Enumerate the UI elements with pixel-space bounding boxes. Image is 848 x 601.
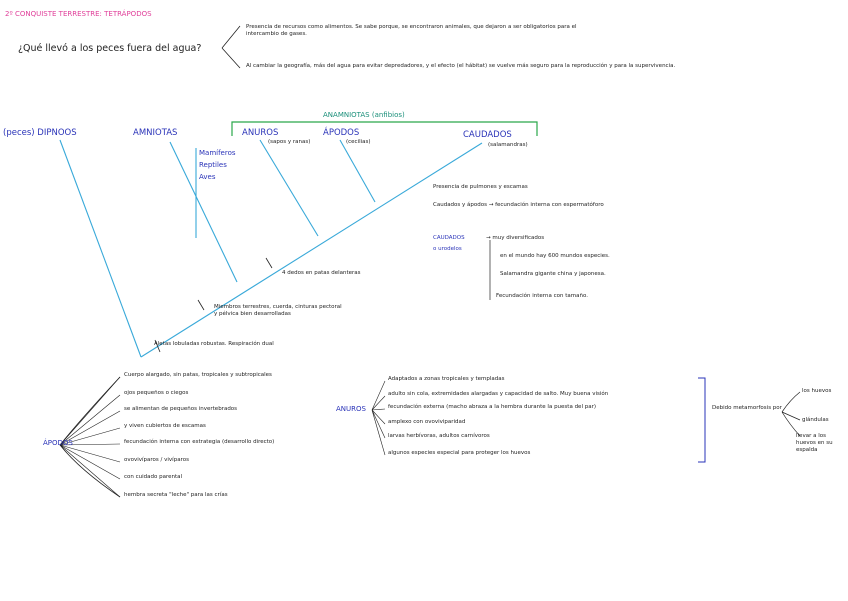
- bracket-label: Debido metamorfosis por: [712, 405, 782, 411]
- apodos-label: ÁPODOS: [323, 128, 360, 138]
- list-item: adulto sin cola, extremidades alargadas y capacidad de salto. Muy buena visión: [388, 391, 609, 397]
- answer-1: Presencia de recursos como alimentos. Se sabe porque, se encontraron animales, que dejaron a ser obligatorios para el intercambio de gases.: [246, 24, 577, 38]
- anuros-label: ANUROS: [242, 128, 279, 138]
- caudados-label: CAUDADOS: [463, 130, 512, 140]
- page-title: 2º CONQUISTE TERRESTRE: TETRÁPODOS: [5, 10, 152, 18]
- list-item: Cuerpo alargado, sin patas, tropicales y subtropicales: [124, 372, 272, 378]
- answer-2: Al cambiar la geografía, más del agua para evitar depredadores, y el efecto (el hábitat) se vuelve más seguro para la reproducción y para la supervivencia.: [246, 63, 676, 69]
- list-item: hembra secreta "leche" para las crías: [124, 492, 228, 498]
- note-dedos: 4 dedos en patas delanteras: [282, 270, 361, 276]
- list-item: larvas herbívoras, adultos carnívoros: [388, 433, 490, 439]
- caudados-note-3: Fecundación interna con tamaño.: [496, 293, 588, 299]
- list-item: ojos pequeños o ciegos: [124, 390, 189, 396]
- list-item: algunos especies especial para proteger los huevos: [388, 450, 531, 456]
- anuros-heading: ANUROS: [336, 405, 366, 413]
- bracket-item-3: llevar a los huevos en su espalda: [796, 433, 833, 454]
- question: ¿Qué llevó a los peces fuera del agua?: [18, 43, 202, 54]
- caudados-sub: (salamandras): [488, 142, 528, 148]
- caudados-note-2: Salamandra gigante china y japonesa.: [500, 271, 606, 277]
- caudados-head: CAUDADOS: [433, 235, 465, 241]
- list-item: ovovivíparos / vivíparos: [124, 457, 189, 463]
- mamiferos-label: Mamíferos: [199, 149, 236, 157]
- bracket-item-1: los huevos: [802, 388, 832, 394]
- anuros-sub: (sapos y ranas): [268, 139, 311, 145]
- apodos-heading: ÁPODOS: [43, 439, 73, 447]
- list-item: fecundación interna con estrategia (desarrollo directo): [124, 439, 275, 445]
- caudados-head2: o urodelos: [433, 246, 462, 252]
- list-item: con cuidado parental: [124, 474, 183, 480]
- note-aletas: Aletas lobuladas robustas. Respiración dual: [154, 341, 274, 347]
- list-item: y viven cubiertos de escamas: [124, 423, 206, 429]
- bracket-item-2: glándulas: [802, 417, 829, 423]
- list-item: se alimentan de pequeños invertebrados: [124, 406, 238, 412]
- caudados-note-1: en el mundo hay 600 mundos especies.: [500, 253, 610, 259]
- dipnoos-label: (peces) DIPNOOS: [3, 128, 77, 138]
- anamniotas-label: ANAMNIOTAS (anfibios): [323, 111, 405, 119]
- caudados-desc: → muy diversificados: [486, 235, 545, 241]
- reptiles-label: Reptiles: [199, 161, 227, 169]
- list-item: Adaptados a zonas tropicales y templadas: [388, 376, 505, 382]
- note-miembros: Miembros terrestres, cuerda, cinturas pectoral y pélvica bien desarrolladas: [214, 304, 342, 318]
- amniotas-label: AMNIOTAS: [133, 128, 178, 138]
- apodos-sub: (cecilias): [346, 139, 371, 145]
- list-item: fecundación externa (macho abraza a la hembra durante la puesta del par): [388, 404, 596, 410]
- note-fecundacion: Caudados y ápodos → fecundación interna con espermatóforo: [433, 202, 604, 208]
- aves-label: Aves: [199, 173, 216, 181]
- note-pulmones: Presencia de pulmones y escamas: [433, 184, 528, 190]
- list-item: amplexo con ovoviviparidad: [388, 419, 466, 425]
